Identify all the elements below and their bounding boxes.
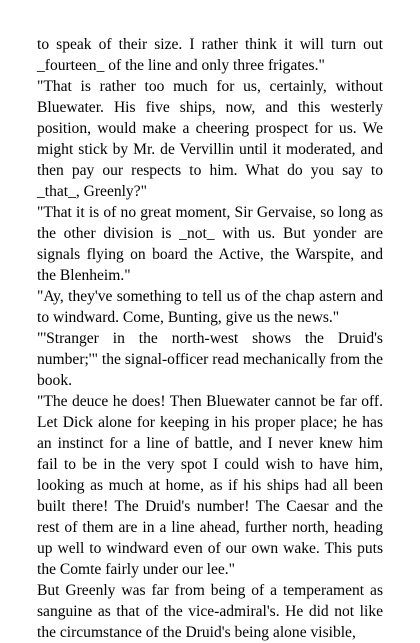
paragraph-3: "That it is of no great moment, Sir Gervaise, so long as the other division is _not_ with us. But yonder are signals flying on board the Active, the Warspite, and the Blenheim." bbox=[37, 204, 383, 284]
paragraph-7: But Greenly was far from being of a temperament as sanguine as that of the vice-admiral's. He did not like the circumstance of the Druid's being alone visible, bbox=[37, 582, 383, 641]
paragraph-5: "'Stranger in the north-west shows the Druid's number;'" the signal-officer read mechanically from the book. bbox=[37, 330, 383, 389]
paragraph-6: "The deuce he does! Then Bluewater cannot be far off. Let Dick alone for keeping in his proper place; he has an instinct for a line of battle, and I never knew him fail to be in the very spot I could wish to have him, looking as much at home, as if his ships had all been built there! The Druid's number! The Caesar and the rest of them are in a line ahead, further north, heading up well to windward even of our own wake. This puts the Comte fairly under our lee." bbox=[37, 393, 383, 578]
paragraph-4: "Ay, they've something to tell us of the chap astern and to windward. Come, Bunting, give us the news." bbox=[37, 288, 383, 326]
paragraph-2: "That is rather too much for us, certainly, without Bluewater. His five ships, now, and this westerly position, would make a cheering prospect for us. We might stick by Mr. de Vervillin until it moderated, and then pay our respects to him. What do you say to _that_, Greenly?" bbox=[37, 78, 383, 200]
paragraph-1: to speak of their size. I rather think it will turn out _fourteen_ of the line and only three frigates." bbox=[37, 36, 383, 74]
